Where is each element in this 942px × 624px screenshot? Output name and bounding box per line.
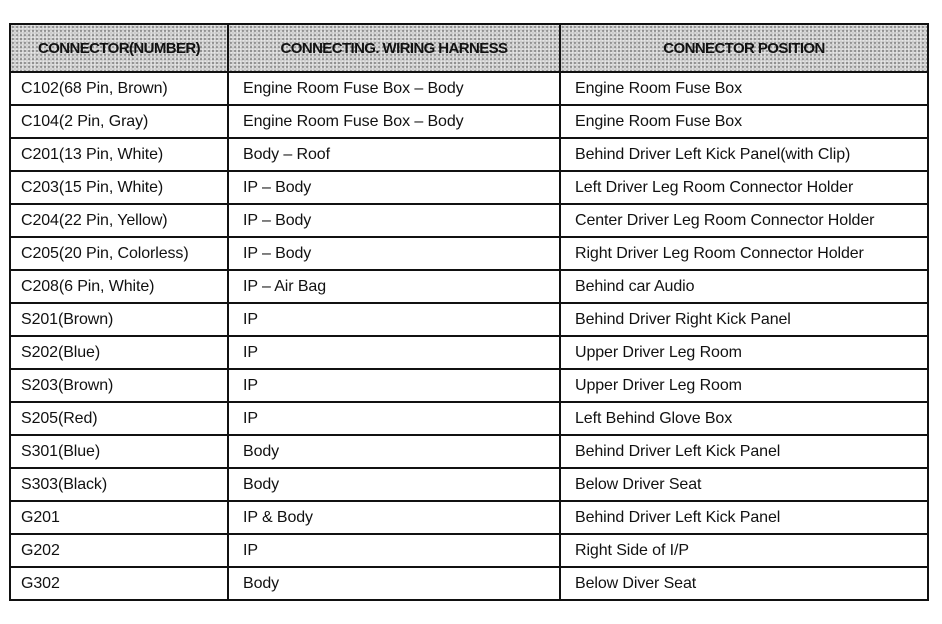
cell-position: Below Diver Seat xyxy=(560,567,928,600)
cell-connector: S201(Brown) xyxy=(10,303,228,336)
cell-position: Right Side of I/P xyxy=(560,534,928,567)
cell-connector: C205(20 Pin, Colorless) xyxy=(10,237,228,270)
cell-connector: S205(Red) xyxy=(10,402,228,435)
cell-position: Behind Driver Left Kick Panel xyxy=(560,435,928,468)
table-row xyxy=(10,171,928,204)
connector-table xyxy=(9,23,929,601)
cell-connector: S301(Blue) xyxy=(10,435,228,468)
cell-position: Upper Driver Leg Room xyxy=(560,369,928,402)
cell-position: Behind car Audio xyxy=(560,270,928,303)
cell-connector: C102(68 Pin, Brown) xyxy=(10,72,228,105)
cell-wiring-harness: IP – Body xyxy=(228,204,560,237)
cell-position: Behind Driver Left Kick Panel xyxy=(560,501,928,534)
table-row xyxy=(10,336,928,369)
table-row xyxy=(10,567,928,600)
cell-connector: S203(Brown) xyxy=(10,369,228,402)
cell-position: Engine Room Fuse Box xyxy=(560,105,928,138)
table-row xyxy=(10,468,928,501)
table-body xyxy=(10,72,928,600)
cell-wiring-harness: Body xyxy=(228,435,560,468)
header-connector-number: CONNECTOR(NUMBER) xyxy=(10,24,228,72)
cell-wiring-harness: IP xyxy=(228,402,560,435)
table-row xyxy=(10,402,928,435)
cell-wiring-harness: IP – Body xyxy=(228,237,560,270)
cell-position: Upper Driver Leg Room xyxy=(560,336,928,369)
cell-wiring-harness: Body xyxy=(228,468,560,501)
cell-wiring-harness: IP xyxy=(228,336,560,369)
cell-connector: G201 xyxy=(10,501,228,534)
cell-connector: C201(13 Pin, White) xyxy=(10,138,228,171)
cell-connector: C104(2 Pin, Gray) xyxy=(10,105,228,138)
table-row xyxy=(10,435,928,468)
cell-connector: G202 xyxy=(10,534,228,567)
table-row xyxy=(10,534,928,567)
cell-position: Behind Driver Right Kick Panel xyxy=(560,303,928,336)
cell-wiring-harness: Body – Roof xyxy=(228,138,560,171)
table-row xyxy=(10,105,928,138)
cell-position: Behind Driver Left Kick Panel(with Clip) xyxy=(560,138,928,171)
cell-connector: S303(Black) xyxy=(10,468,228,501)
header-row xyxy=(10,24,928,72)
cell-wiring-harness: IP – Air Bag xyxy=(228,270,560,303)
table-row xyxy=(10,237,928,270)
table-row xyxy=(10,204,928,237)
cell-wiring-harness: IP xyxy=(228,303,560,336)
header-connector-position: CONNECTOR POSITION xyxy=(560,24,928,72)
cell-connector: C208(6 Pin, White) xyxy=(10,270,228,303)
cell-connector: C203(15 Pin, White) xyxy=(10,171,228,204)
cell-wiring-harness: IP xyxy=(228,369,560,402)
cell-wiring-harness: IP & Body xyxy=(228,501,560,534)
table-row xyxy=(10,72,928,105)
connector-table-container xyxy=(9,23,927,601)
table-row xyxy=(10,138,928,171)
cell-wiring-harness: IP xyxy=(228,534,560,567)
cell-position: Left Behind Glove Box xyxy=(560,402,928,435)
cell-wiring-harness: Engine Room Fuse Box – Body xyxy=(228,72,560,105)
cell-wiring-harness: Engine Room Fuse Box – Body xyxy=(228,105,560,138)
cell-connector: G302 xyxy=(10,567,228,600)
cell-position: Engine Room Fuse Box xyxy=(560,72,928,105)
table-row xyxy=(10,369,928,402)
cell-connector: C204(22 Pin, Yellow) xyxy=(10,204,228,237)
cell-position: Below Driver Seat xyxy=(560,468,928,501)
cell-wiring-harness: Body xyxy=(228,567,560,600)
cell-position: Right Driver Leg Room Connector Holder xyxy=(560,237,928,270)
cell-position: Left Driver Leg Room Connector Holder xyxy=(560,171,928,204)
table-row xyxy=(10,501,928,534)
cell-wiring-harness: IP – Body xyxy=(228,171,560,204)
header-connecting-wiring-harness: CONNECTING. WIRING HARNESS xyxy=(228,24,560,72)
table-row xyxy=(10,270,928,303)
table-row xyxy=(10,303,928,336)
cell-position: Center Driver Leg Room Connector Holder xyxy=(560,204,928,237)
cell-connector: S202(Blue) xyxy=(10,336,228,369)
